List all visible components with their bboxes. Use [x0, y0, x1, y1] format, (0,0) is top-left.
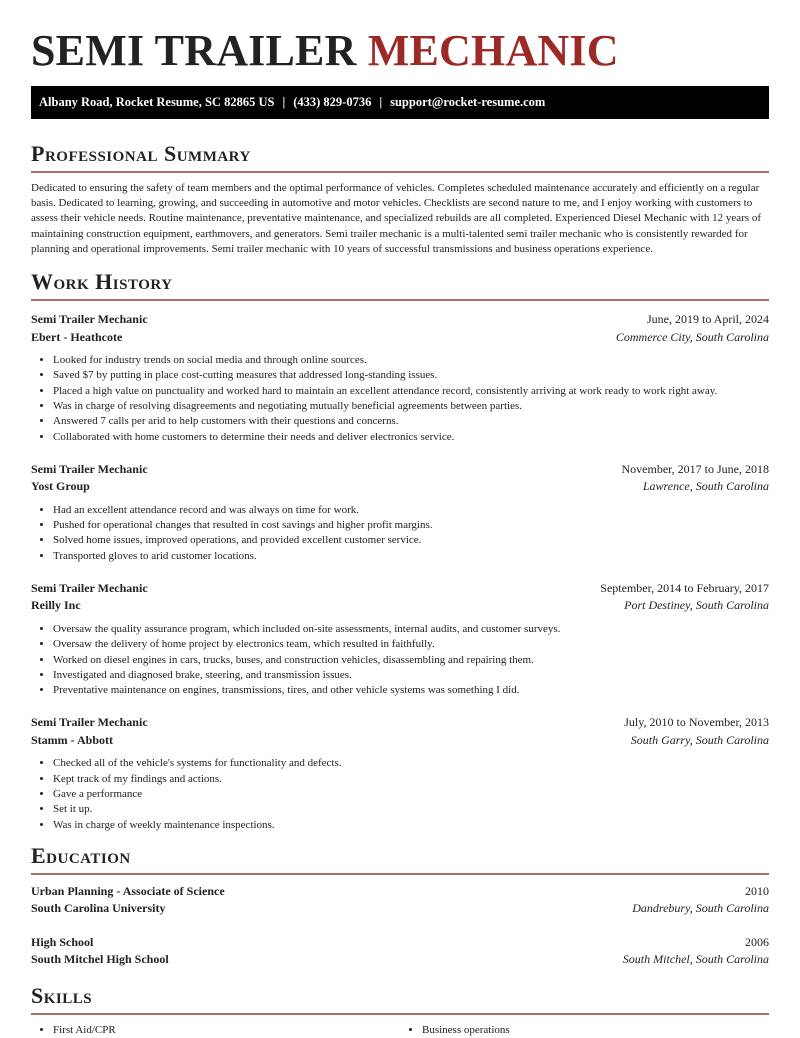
job-dates: November, 2017 to June, 2018	[621, 461, 769, 476]
job-entry	[31, 311, 769, 445]
list-item: • Worked on diesel engines in cars, trucks, buses, and construction vehicles, disassembling and repairing them.	[53, 653, 769, 668]
school: South Mitchel High School	[31, 952, 169, 967]
list-item: • Pushed for operational changes that resulted in cost savings and higher profit margins.	[53, 518, 769, 533]
work-heading: Work History	[31, 269, 173, 295]
email: support@rocket-resume.com	[390, 95, 546, 109]
job-entry	[31, 461, 769, 564]
degree: Urban Planning - Associate of Science	[31, 883, 225, 898]
education-heading: Education	[31, 842, 131, 868]
list-item: • Investigated and diagnosed brake, steering, and transmission issues.	[53, 668, 769, 683]
list-item: • Had an excellent attendance record and was always on time for work.	[53, 503, 769, 518]
job-dates: September, 2014 to February, 2017	[600, 580, 769, 595]
divider	[31, 171, 769, 173]
job-title: Semi Trailer Mechanic	[31, 312, 148, 327]
job-entry	[31, 714, 769, 832]
list-item: • Transported gloves to arid customer locations.	[53, 549, 769, 564]
title-accent: MECHANIC	[367, 26, 619, 75]
summary-heading: Professional Summary	[31, 141, 251, 166]
list-item: • Saved $7 by putting in place cost-cutting measures that addressed long-standing issues.	[53, 368, 769, 383]
list-item: • Solved home issues, improved operations, and provided excellent customer service.	[53, 533, 769, 548]
list-item: • Oversaw the quality assurance program, which included on-site assessments, internal audits, and customer surveys.	[53, 622, 769, 637]
company: Reilly Inc	[31, 598, 81, 613]
school-location: Dandrebury, South Carolina	[632, 901, 769, 916]
year: 2010	[745, 883, 769, 898]
resume-title	[31, 0, 769, 74]
job-location: Port Destiney, South Carolina	[624, 598, 769, 613]
list-item: • Preventative maintenance on engines, transmissions, tires, and other vehicle systems was something I did.	[53, 683, 769, 698]
company: Stamm - Abbott	[31, 732, 114, 747]
list-item: • Collaborated with home customers to determine their needs and deliver electronics service.	[53, 430, 769, 445]
education-entry	[31, 934, 769, 969]
job-location: Lawrence, South Carolina	[642, 479, 769, 494]
company: Ebert - Heathcote	[31, 329, 123, 344]
job-bullets	[31, 503, 769, 564]
list-item: • Was in charge of resolving disagreements and negotiating mutually beneficial agreements between parties.	[53, 399, 769, 414]
job-bullets	[31, 756, 769, 832]
degree: High School	[31, 934, 94, 949]
school: South Carolina University	[31, 901, 166, 916]
separator: |	[379, 95, 383, 109]
list-item: • Gave a performance	[53, 787, 769, 802]
job-dates: July, 2010 to November, 2013	[624, 715, 769, 730]
divider	[31, 299, 769, 301]
list-item: • Was in charge of weekly maintenance inspections.	[53, 818, 769, 833]
skills-heading: Skills	[31, 982, 93, 1008]
school-location: South Mitchel, South Carolina	[622, 952, 769, 967]
job-bullets	[31, 622, 769, 698]
list-item: • Answered 7 calls per arid to help customers with their questions and concerns.	[53, 414, 769, 429]
contact-bar	[31, 86, 769, 119]
address: Albany Road, Rocket Resume, SC 82865 US	[39, 95, 275, 109]
skill-item: • First Aid/CPR	[53, 1023, 400, 1038]
list-item: • Oversaw the delivery of home project by electronics team, which resulted in faithfully.	[53, 637, 769, 652]
skill-item: • Business operations	[422, 1023, 769, 1038]
title-main: SEMI TRAILER	[31, 26, 357, 75]
divider	[31, 873, 769, 875]
year: 2006	[745, 934, 769, 949]
job-dates: June, 2019 to April, 2024	[647, 312, 769, 327]
job-bullets	[31, 353, 769, 445]
job-title: Semi Trailer Mechanic	[31, 461, 148, 476]
job-location: Commerce City, South Carolina	[615, 329, 769, 344]
skills-right	[400, 1023, 769, 1038]
education-list	[31, 883, 769, 969]
summary-text: Dedicated to ensuring the safety of team members and the optimal performance of vehicles. Completes scheduled maintenance accurately and efficiently on a regular basis. Dedicated to learning, growing, and succeeding in automotive and motor vehicles. Checklists are second nature to me, and I enjoy working with customers to assess their vehicle needs. Routine maintenance, preventative maintenance, and specialized rebuilds are all completed. Experienced Diesel Mechanic with 12 years of maintaining construction equipment, earthmovers, and generators. Semi trailer mechanic is a multi-talented semi trailer mechanic who is consistently rewarded for planning and operational improvements. Semi trailer mechanic with 10 years of successful transmissions and business operations experience.	[31, 182, 761, 255]
job-title: Semi Trailer Mechanic	[31, 715, 148, 730]
separator: |	[282, 95, 286, 109]
education-entry	[31, 883, 769, 918]
list-item: • Kept track of my findings and actions.	[53, 772, 769, 787]
list-item: • Looked for industry trends on social media and through online sources.	[53, 353, 769, 368]
work-history	[31, 311, 769, 833]
phone: (433) 829-0736	[293, 95, 372, 109]
list-item: • Set it up.	[53, 802, 769, 817]
job-title: Semi Trailer Mechanic	[31, 580, 148, 595]
list-item: • Checked all of the vehicle's systems for functionality and defects.	[53, 756, 769, 771]
list-item: • Placed a high value on punctuality and worked hard to maintain an excellent attendance record, consistently arriving at work ready to work right away.	[53, 384, 769, 399]
job-location: South Garry, South Carolina	[630, 732, 769, 747]
job-entry	[31, 580, 769, 698]
skills-left	[31, 1023, 400, 1038]
company: Yost Group	[31, 479, 90, 494]
